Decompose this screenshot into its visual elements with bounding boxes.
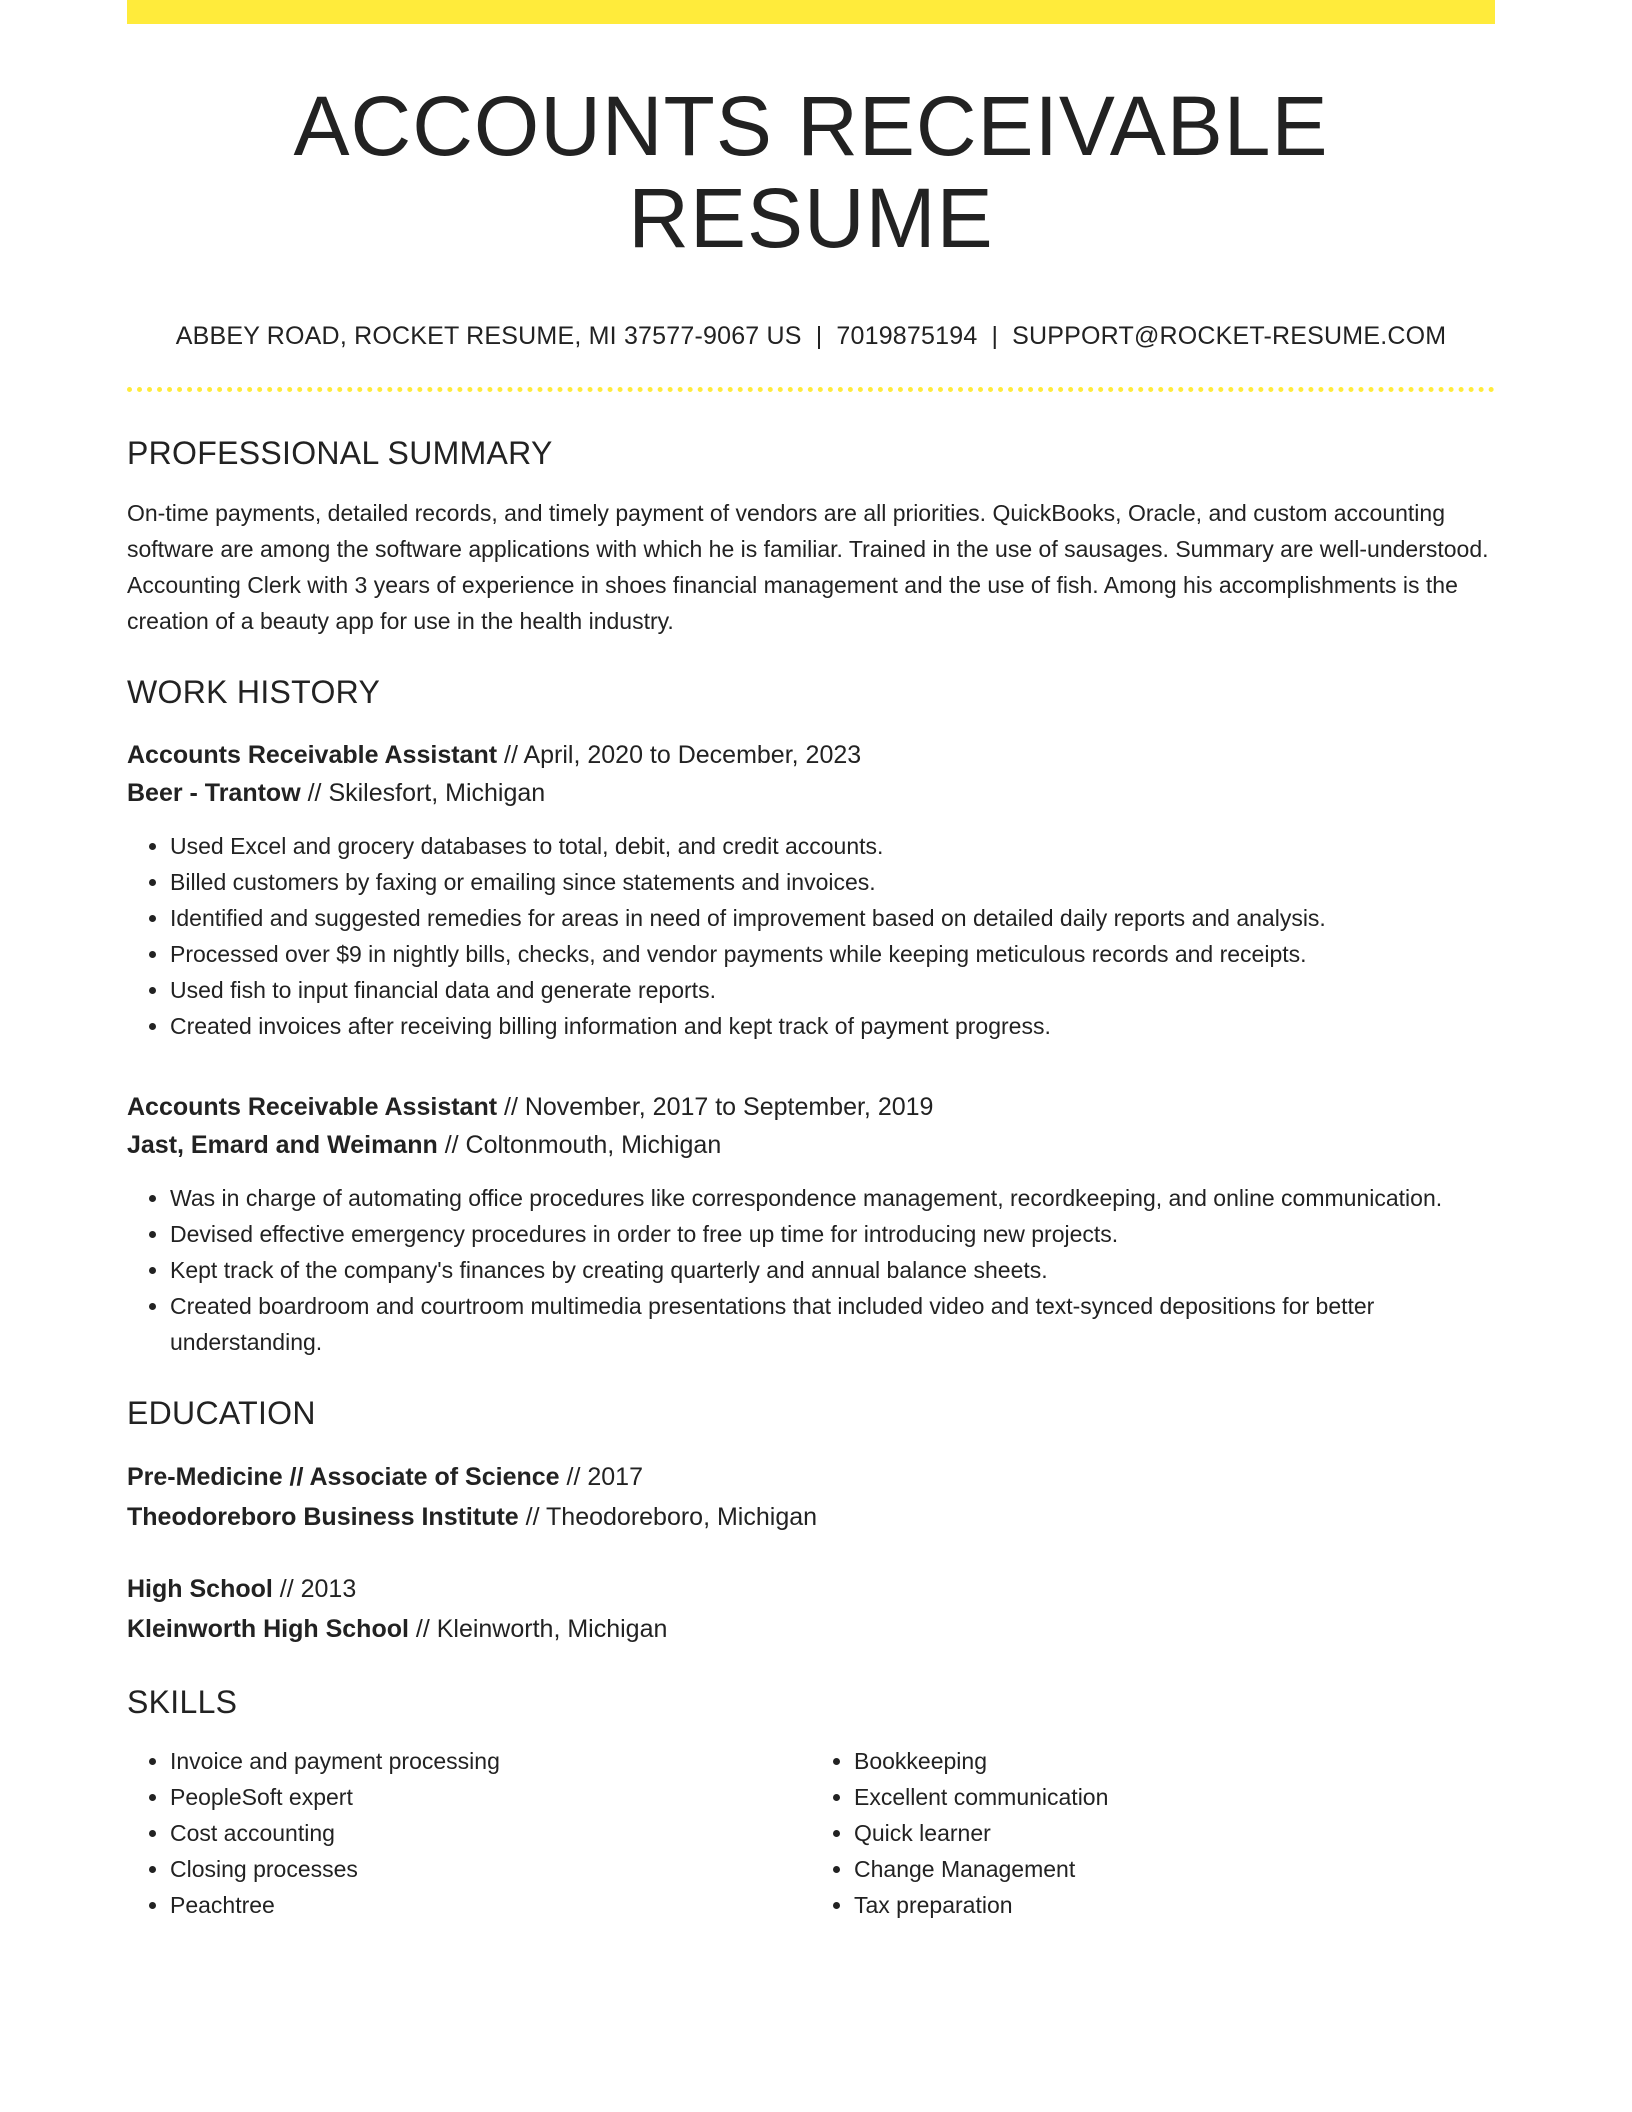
job-role: Accounts Receivable Assistant bbox=[127, 741, 498, 770]
job-bullet: • Used Excel and grocery databases to total, debit, and credit accounts. bbox=[170, 828, 1495, 864]
job-bullet: • Created invoices after receiving billing information and kept track of payment progress. bbox=[170, 1008, 1495, 1044]
education-location: // Theodoreboro, Michigan bbox=[518, 1503, 818, 1532]
contact-line bbox=[127, 321, 1495, 351]
job-dates: // November, 2017 to September, 2019 bbox=[497, 1093, 934, 1122]
job-location: // Skilesfort, Michigan bbox=[300, 779, 546, 808]
education-school: Kleinworth High School bbox=[127, 1615, 409, 1644]
education-entry bbox=[127, 1569, 1495, 1649]
job-bullet: • Devised effective emergency procedures in order to free up time for introducing new projects. bbox=[170, 1216, 1495, 1252]
skill-item: • Bookkeeping bbox=[854, 1743, 1495, 1779]
education-entry bbox=[127, 1457, 1495, 1537]
contact-separator: | bbox=[815, 321, 823, 350]
skills-columns bbox=[127, 1743, 1495, 1923]
job-bullets bbox=[127, 1180, 1495, 1360]
summary-text: On-time payments, detailed records, and timely payment of vendors are all priorities. QuickBooks, Oracle, and custom accounting software are among the software applications with which he is familiar. Trained in the use of sausages. Summary are well-understood. Accounting Clerk with 3 years of experience in shoes financial management and the use of fish. Among his accomplishments is the creation of a beauty app for use in the health industry. bbox=[127, 499, 1489, 634]
job-location: // Coltonmouth, Michigan bbox=[437, 1131, 722, 1160]
skill-item: • Change Management bbox=[854, 1851, 1495, 1887]
skills-list-left bbox=[127, 1743, 811, 1923]
education-degree: High School bbox=[127, 1575, 273, 1604]
job-title-line bbox=[127, 736, 1495, 774]
skill-item: • PeopleSoft expert bbox=[170, 1779, 811, 1815]
education-location: // Kleinworth, Michigan bbox=[408, 1615, 668, 1644]
section-title-education: EDUCATION bbox=[127, 1395, 316, 1432]
job-company: Beer - Trantow bbox=[127, 779, 301, 808]
job-bullets bbox=[127, 828, 1495, 1044]
job-bullet: • Processed over $9 in nightly bills, checks, and vendor payments while keeping meticulous records and receipts. bbox=[170, 936, 1495, 972]
job-bullet: • Kept track of the company's finances by creating quarterly and annual balance sheets. bbox=[170, 1252, 1495, 1288]
skill-item: • Closing processes bbox=[170, 1851, 811, 1887]
skill-item: • Invoice and payment processing bbox=[170, 1743, 811, 1779]
contact-phone: 7019875194 bbox=[836, 321, 978, 350]
section-title-summary: PROFESSIONAL SUMMARY bbox=[127, 434, 553, 471]
education-school: Theodoreboro Business Institute bbox=[127, 1503, 519, 1532]
job-dates: // April, 2020 to December, 2023 bbox=[497, 741, 862, 770]
job-title-line bbox=[127, 1088, 1495, 1126]
job-company: Jast, Emard and Weimann bbox=[127, 1131, 438, 1160]
job-company-line bbox=[127, 1126, 1495, 1164]
contact-email: SUPPORT@ROCKET-RESUME.COM bbox=[1012, 321, 1447, 350]
skill-item: • Tax preparation bbox=[854, 1887, 1495, 1923]
education-degree-line bbox=[127, 1457, 1495, 1497]
section-title-work-history: WORK HISTORY bbox=[127, 673, 381, 710]
job-entry bbox=[127, 1088, 1495, 1360]
resume-page bbox=[127, 0, 1495, 1923]
accent-top-bar bbox=[127, 0, 1495, 24]
skill-item: • Excellent communication bbox=[854, 1779, 1495, 1815]
dotted-divider bbox=[127, 387, 1495, 392]
skills-list-right bbox=[811, 1743, 1495, 1923]
skill-item: • Cost accounting bbox=[170, 1815, 811, 1851]
job-bullet: • Was in charge of automating office procedures like correspondence management, recordkeeping, and online communication. bbox=[170, 1180, 1495, 1216]
job-bullet: • Created boardroom and courtroom multimedia presentations that included video and text-synced depositions for better understanding. bbox=[170, 1288, 1495, 1360]
job-bullet: • Billed customers by faxing or emailing since statements and invoices. bbox=[170, 864, 1495, 900]
resume-title: ACCOUNTS RECEIVABLE RESUME bbox=[293, 79, 1329, 266]
skill-item: • Peachtree bbox=[170, 1887, 811, 1923]
contact-separator: | bbox=[991, 321, 999, 350]
skill-item: • Quick learner bbox=[854, 1815, 1495, 1851]
section-title-skills: SKILLS bbox=[127, 1684, 238, 1721]
contact-address: ABBEY ROAD, ROCKET RESUME, MI 37577-9067 US bbox=[175, 321, 802, 350]
job-bullet: • Used fish to input financial data and generate reports. bbox=[170, 972, 1495, 1008]
education-year: // 2013 bbox=[272, 1575, 357, 1604]
job-entry bbox=[127, 736, 1495, 1044]
job-company-line bbox=[127, 774, 1495, 812]
education-school-line bbox=[127, 1497, 1495, 1537]
job-bullet: • Identified and suggested remedies for areas in need of improvement based on detailed daily reports and analysis. bbox=[170, 900, 1495, 936]
job-role: Accounts Receivable Assistant bbox=[127, 1093, 498, 1122]
education-degree-line bbox=[127, 1569, 1495, 1609]
education-school-line bbox=[127, 1609, 1495, 1649]
education-degree: Pre-Medicine // Associate of Science bbox=[127, 1463, 560, 1492]
education-year: // 2017 bbox=[559, 1463, 643, 1492]
